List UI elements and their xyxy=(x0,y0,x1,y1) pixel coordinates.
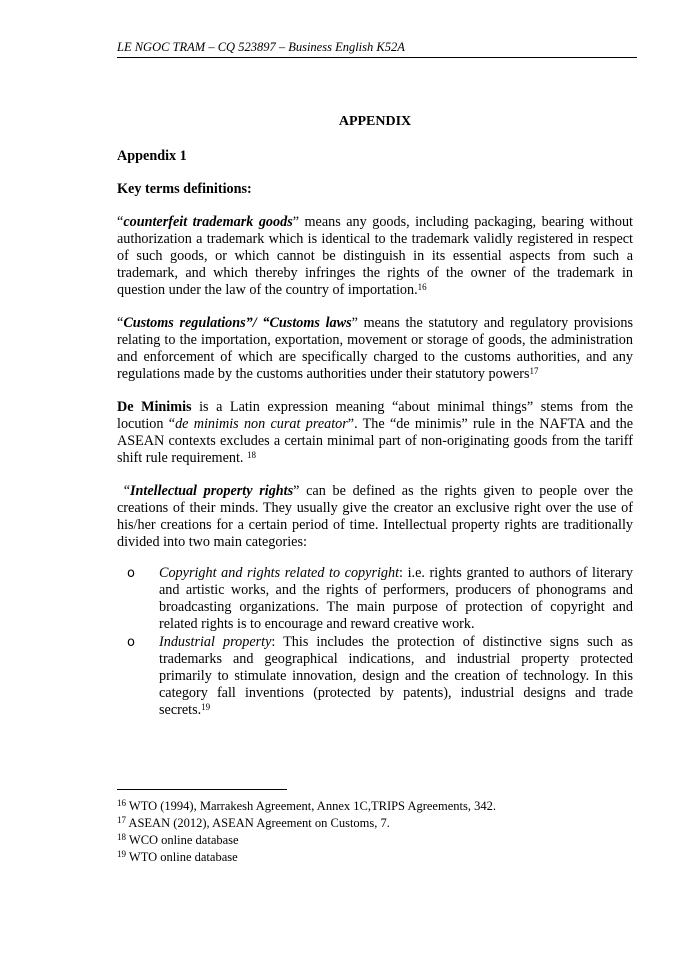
category-text: : This includes the protection of distinctive signs such as trademarks and geographical indications, and industrial property protected primarily to stimulate innovation, design and the creation of technology. In this category fall inventions (protected by patents), industrial designs and trade secrets. xyxy=(159,634,633,718)
category-text: : i.e. rights granted to authors of literary and artistic works, and the rights of performers, producers of phonograms and broadcasting organizations. The main purpose of protection of copyright and related rights is to encourage and reward creative work. xyxy=(159,565,633,632)
footnote-ref: 16 xyxy=(417,282,427,292)
footnote-number: 16 xyxy=(117,798,126,808)
footnote-number: 17 xyxy=(117,815,126,825)
term-customs-regulations: Customs regulations”/ “Customs laws xyxy=(123,315,352,331)
footnote-text: WCO online database xyxy=(126,833,239,847)
footnote-number: 19 xyxy=(117,849,126,859)
page-title: APPENDIX xyxy=(338,114,412,129)
footnote-text: WTO online database xyxy=(126,850,238,864)
open-quote: “ xyxy=(117,315,124,331)
key-terms-heading: Key terms definitions: xyxy=(117,181,252,197)
open-quote: “ xyxy=(123,483,130,499)
list-item xyxy=(117,565,633,633)
footnote-separator xyxy=(117,789,287,790)
footnote-ref: 19 xyxy=(201,702,211,712)
bullet-marker: o xyxy=(127,635,135,650)
definition-counterfeit-goods xyxy=(117,214,633,299)
footnote xyxy=(117,849,637,866)
definition-intellectual-property xyxy=(117,483,633,551)
appendix-label: Appendix 1 xyxy=(117,148,187,164)
term-counterfeit-goods: counterfeit trademark goods xyxy=(123,214,293,230)
page-header: LE NGOC TRAM – CQ 523897 – Business English K52A xyxy=(117,40,637,58)
open-quote: “ xyxy=(117,214,124,230)
footnote-number: 18 xyxy=(117,832,126,842)
definition-text: ” means any goods, including packaging, bearing without authorization a trademark which is identical to the trademark validly registered in respect of such goods, or which cannot be distinguish in its essential aspects from such a trademark, and which thereby infringes the rights of the owner of the trademark in question under the law of the country of importation. xyxy=(117,214,633,298)
definition-text: ” can be defined as the rights given to people over the creations of their minds. They usually give the creator an exclusive right over the use of his/her creations for a certain period of time. Intellectual property rights are traditionally divided into two main categories: xyxy=(117,483,633,550)
footnote-text: ASEAN (2012), ASEAN Agreement on Customs, 7. xyxy=(126,816,390,830)
definition-text: ” means the statutory and regulatory provisions relating to the importation, exportation, movement or storage of goods, the administration and enforcement of which are specifically charged to the customs authorities, and any regulations made by the customs authorities under their statutory powers xyxy=(117,315,633,382)
footnotes xyxy=(117,798,637,866)
footnote-text: WTO (1994), Marrakesh Agreement, Annex 1C,TRIPS Agreements, 342. xyxy=(126,799,496,813)
definition-customs-regulations xyxy=(117,315,633,383)
bullet-marker: o xyxy=(127,566,135,581)
footnote xyxy=(117,832,637,849)
definition-de-minimis xyxy=(117,399,633,467)
definition-text: ”. The “de minimis” rule in the NAFTA and the ASEAN contexts excludes a certain minimal part of non-originating goods from the tariff shift rule requirement. xyxy=(117,416,633,466)
term-de-minimis: De Minimis xyxy=(117,399,192,415)
category-term: Copyright and rights related to copyright xyxy=(159,565,400,581)
definition-text: is a Latin expression meaning “about minimal things” stems from the locution “ xyxy=(117,399,633,432)
footnote-ref: 17 xyxy=(529,366,539,376)
ip-categories-list xyxy=(117,565,633,719)
category-term: Industrial property xyxy=(159,634,272,650)
footnote xyxy=(117,798,637,815)
document-body xyxy=(117,113,633,720)
footnote-ref: 18 xyxy=(247,450,257,460)
footnote xyxy=(117,815,637,832)
list-item xyxy=(117,634,633,719)
latin-phrase: de minimis non curat preator xyxy=(175,416,348,432)
term-intellectual-property: Intellectual property rights xyxy=(130,483,294,499)
